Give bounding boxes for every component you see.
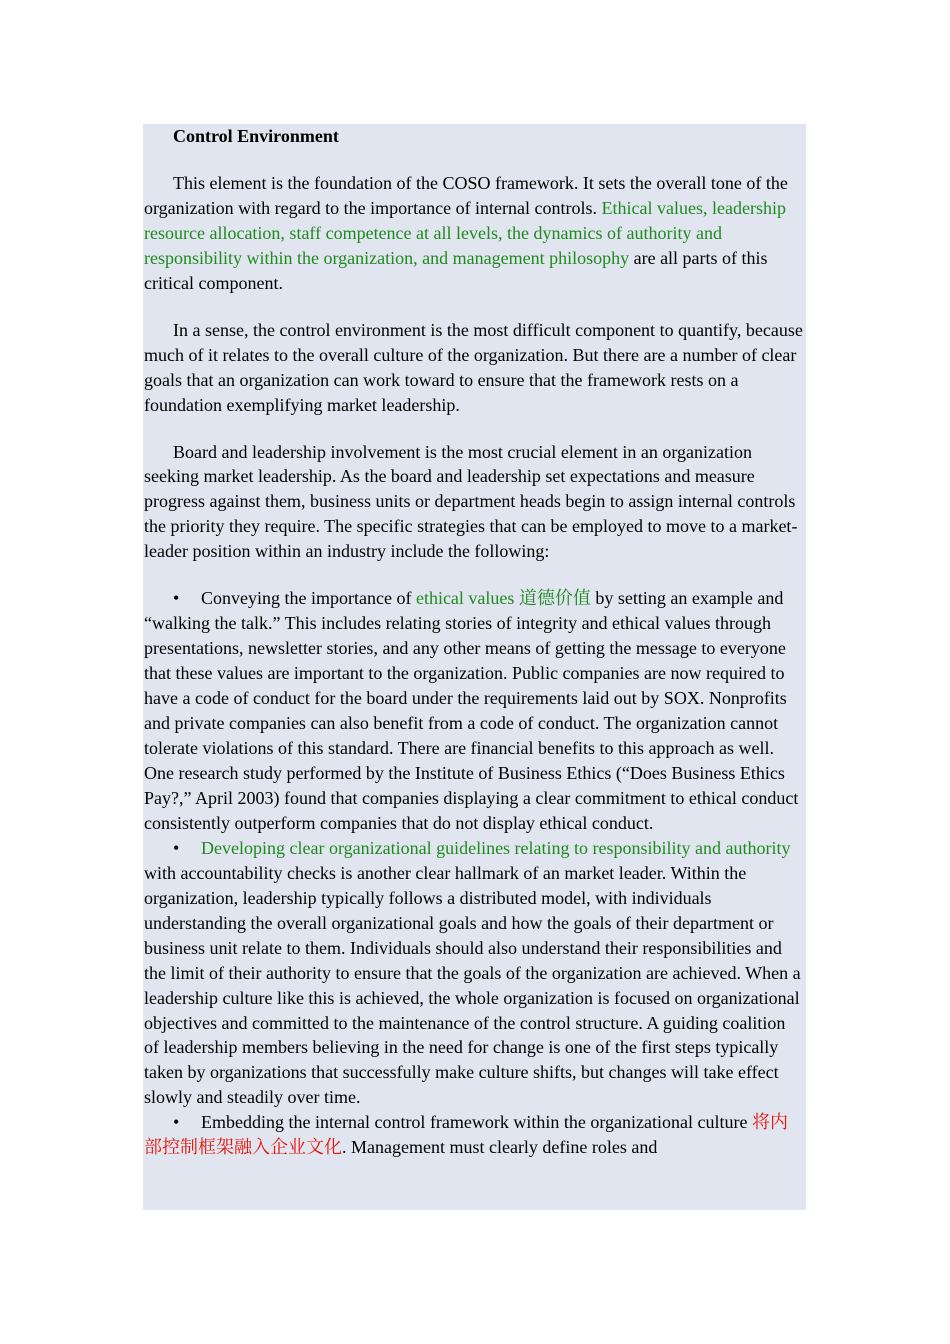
bullet-2-highlight: Developing clear organizational guidelines relating to responsibility and authority xyxy=(201,837,791,858)
spacer xyxy=(144,418,804,440)
bullet-dot-icon: • xyxy=(173,588,180,609)
paragraph-1 xyxy=(144,171,804,296)
document-content xyxy=(143,124,806,1160)
paragraph-3: Board and leadership involvement is the most crucial element in an organization seeking market leadership. As the board and leadership set expectations and measure progress against them, business units or department heads begin to assign internal controls the priority they require. The specific strategies that can be employed to move to a market-leader position within an industry include the following: xyxy=(144,441,798,562)
paragraph-1-text-a: This element is the foundation of the COSO framework. It sets the overall tone of the organization with regard to the importance of internal controls. xyxy=(144,172,788,218)
spacer xyxy=(144,564,804,586)
spacer xyxy=(144,149,804,171)
bullet-1-text-a: Conveying the importance of xyxy=(201,588,416,609)
section-heading: Control Environment xyxy=(173,126,339,146)
bullet-item-1 xyxy=(144,586,804,836)
bullet-2-text-b: with accountability checks is another clear hallmark of an market leader. Within the organization, leadership typically follows a distributed model, with individuals understanding the overall organizational goals and how the goals of their department or business unit relate to them. Individuals should also understand their responsibilities and the limit of their authority to ensure that the goals of the organization are achieved. When a leadership culture like this is achieved, the whole organization is focused on organizational objectives and committed to the maintenance of the control structure. A guiding coalition of leadership members believing in the need for change is one of the first steps typically taken by organizations that successfully make culture shifts, but changes will take effect slowly and steadily over time. xyxy=(144,862,801,1108)
bullet-3-text-b: . Management must clearly define roles and xyxy=(342,1137,658,1158)
bullet-item-3 xyxy=(144,1110,804,1160)
bullet-1-highlight: ethical values 道德价值 xyxy=(415,588,591,609)
document-panel xyxy=(143,124,806,1210)
bullet-dot-icon: • xyxy=(173,837,180,858)
paragraph-1-highlight: Ethical values, leadership resource allocation, staff competence at all levels, the dynamics of authority and responsibility within the organization, and management philosophy xyxy=(144,197,786,268)
bullet-dot-icon: • xyxy=(173,1112,180,1133)
bullet-3-text-a: Embedding the internal control framework within the organizational culture xyxy=(201,1112,752,1133)
spacer xyxy=(144,296,804,318)
paragraph-2: In a sense, the control environment is the most difficult component to quantify, because much of it relates to the overall culture of the organization. But there are a number of clear goals that an organization can work toward to ensure that the framework rests on a foundation exemplifying market leadership. xyxy=(144,319,803,415)
paragraph-1-text-b: are all parts of this critical component. xyxy=(144,247,768,293)
bullet-item-2 xyxy=(144,836,804,1110)
bullet-1-text-b: by setting an example and “walking the talk.” This includes relating stories of integrity and ethical values through presentations, newsletter stories, and any other means of getting the message to everyone that these values are important to the organization. Public companies are now required to have a code of conduct for the board under the requirements laid out by SOX. Nonprofits and private companies can also benefit from a code of conduct. The organization cannot tolerate violations of this standard. There are financial benefits to this approach as well. One research study performed by the Institute of Business Ethics (“Does Business Ethics Pay?,” April 2003) found that companies displaying a clear commitment to ethical conduct consistently outperform companies that do not display ethical conduct. xyxy=(144,588,799,833)
bullet-3-highlight: 将内部控制框架融入企业文化 xyxy=(144,1112,788,1158)
